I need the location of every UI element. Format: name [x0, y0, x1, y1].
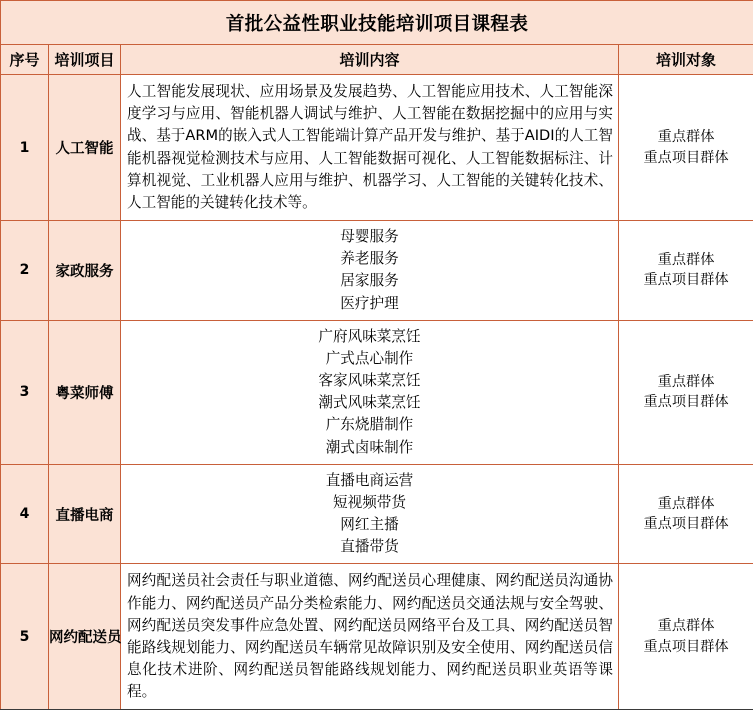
content-line: 直播带货 — [121, 536, 618, 558]
content-line: 养老服务 — [121, 248, 618, 270]
cell-training-program: 网约配送员 — [49, 564, 121, 710]
cell-training-program: 人工智能 — [49, 75, 121, 221]
table-row — [1, 464, 753, 564]
target-line: 重点项目群体 — [619, 637, 753, 658]
target-line: 重点群体 — [619, 127, 753, 148]
content-line: 广东烧腊制作 — [121, 414, 618, 436]
header-row — [1, 45, 753, 75]
table-body — [1, 1, 753, 710]
column-header-program: 培训项目 — [49, 45, 121, 75]
target-line: 重点项目群体 — [619, 148, 753, 169]
cell-training-program: 直播电商 — [49, 464, 121, 564]
cell-training-target — [619, 564, 753, 710]
cell-training-content: 网约配送员社会责任与职业道德、网约配送员心理健康、网约配送员沟通协作能力、网约配送员产品分类检索能力、网约配送员交通法规与安全驾驶、网约配送员突发事件应急处置、网约配送员网络平台及工具、网约配送员智能路线规划能力、网约配送员车辆常见故障识别及安全使用、网约配送员信息化技术进阶、网约配送员智能路线规划能力、网约配送员职业英语等课程。 — [121, 564, 619, 710]
content-line: 医疗护理 — [121, 293, 618, 315]
cell-training-target — [619, 464, 753, 564]
cell-training-content: 人工智能发展现状、应用场景及发展趋势、人工智能应用技术、人工智能深度学习与应用、智能机器人调试与维护、人工智能在数据挖掘中的应用与实战、基于ARM的嵌入式人工智能端计算产品开发与维护、基于AIDI的人工智能机器视觉检测技术与应用、人工智能数据可视化、人工智能数据标注、计算机视觉、工业机器人应用与维护、机器学习、人工智能的关键转化技术、人工智能的关键转化技术等。 — [121, 75, 619, 221]
cell-training-content — [121, 221, 619, 321]
content-line: 广式点心制作 — [121, 348, 618, 370]
cell-row-number: 2 — [1, 221, 49, 321]
content-line: 客家风味菜烹饪 — [121, 370, 618, 392]
cell-row-number: 1 — [1, 75, 49, 221]
content-line: 居家服务 — [121, 270, 618, 292]
cell-training-target — [619, 221, 753, 321]
cell-training-target — [619, 75, 753, 221]
cell-training-program: 粤菜师傅 — [49, 320, 121, 464]
cell-row-number: 4 — [1, 464, 49, 564]
target-line: 重点群体 — [619, 494, 753, 515]
page-title: 首批公益性职业技能培训项目课程表 — [1, 1, 753, 45]
content-line: 网红主播 — [121, 514, 618, 536]
content-line: 短视频带货 — [121, 492, 618, 514]
column-header-content: 培训内容 — [121, 45, 619, 75]
target-line: 重点群体 — [619, 250, 753, 271]
target-line: 重点项目群体 — [619, 270, 753, 291]
target-line: 重点项目群体 — [619, 392, 753, 413]
table-row — [1, 221, 753, 321]
title-row — [1, 1, 753, 45]
target-line: 重点群体 — [619, 372, 753, 393]
cell-training-content — [121, 320, 619, 464]
content-line: 潮式卤味制作 — [121, 437, 618, 459]
table-row — [1, 75, 753, 221]
content-line: 母婴服务 — [121, 226, 618, 248]
column-header-no: 序号 — [1, 45, 49, 75]
content-line: 广府风味菜烹饪 — [121, 326, 618, 348]
cell-training-content — [121, 464, 619, 564]
target-line: 重点项目群体 — [619, 514, 753, 535]
column-header-target: 培训对象 — [619, 45, 753, 75]
table-row — [1, 320, 753, 464]
content-line: 潮式风味菜烹饪 — [121, 392, 618, 414]
cell-training-target — [619, 320, 753, 464]
target-line: 重点群体 — [619, 616, 753, 637]
content-line: 直播电商运营 — [121, 470, 618, 492]
cell-row-number: 5 — [1, 564, 49, 710]
cell-training-program: 家政服务 — [49, 221, 121, 321]
table-row — [1, 564, 753, 710]
cell-row-number: 3 — [1, 320, 49, 464]
